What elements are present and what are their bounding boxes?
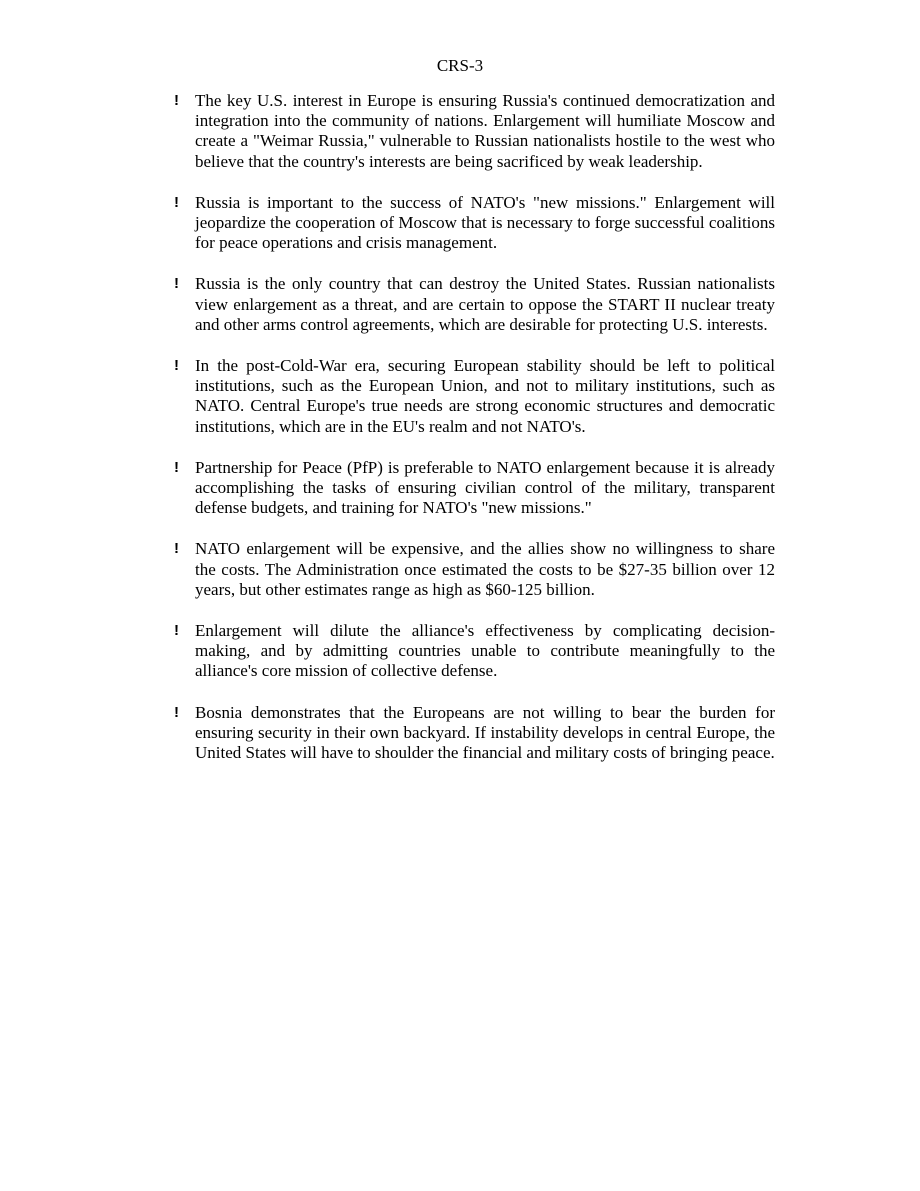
- bullet-text: Partnership for Peace (PfP) is preferable to NATO enlargement because it is already accomplishing the tasks of ensuring civilian control of the military, transparent defense budgets, and training for NATO's "new missions.": [195, 457, 775, 518]
- exclamation-bullet-icon: !: [174, 703, 179, 721]
- bullet-text: Russia is the only country that can destroy the United States. Russian nationalists view enlargement as a threat, and are certain to oppose the START II nuclear treaty and other arms control agreements, which are desirable for protecting U.S. interests.: [195, 274, 775, 334]
- bullet-item-8: [172, 703, 775, 764]
- exclamation-bullet-icon: !: [174, 622, 179, 640]
- exclamation-bullet-icon: !: [174, 275, 179, 293]
- bullet-item-1: [172, 91, 775, 172]
- bullet-item-6: [172, 539, 775, 600]
- exclamation-bullet-icon: !: [174, 540, 179, 558]
- bullet-text: Russia is important to the success of NATO's "new missions." Enlargement will jeopardize the cooperation of Moscow that is necessary to forge successful coalitions for peace operations and crisis management.: [195, 192, 775, 253]
- exclamation-bullet-icon: !: [174, 458, 179, 476]
- bullet-list: [172, 91, 775, 784]
- bullet-item-7: [172, 621, 775, 682]
- bullet-text: NATO enlargement will be expensive, and the allies show no willingness to share the costs. The Administration once estimated the costs to be $27-35 billion over 12 years, but other estimates range as high as $60-125 billion.: [195, 539, 775, 599]
- bullet-text: In the post-Cold-War era, securing European stability should be left to political institutions, such as the European Union, and not to military institutions, such as NATO. Central Europe's true needs are strong economic structures and democratic institutions, which are in the EU's realm and not NATO's.: [195, 356, 775, 436]
- exclamation-bullet-icon: !: [174, 193, 179, 211]
- bullet-text: Enlargement will dilute the alliance's effectiveness by complicating decision-making, and by admitting countries unable to contribute meaningfully to the alliance's core mission of collective defense.: [195, 621, 775, 681]
- page-header: CRS-3: [436, 56, 484, 75]
- exclamation-bullet-icon: !: [174, 357, 179, 375]
- bullet-item-2: [172, 193, 775, 254]
- bullet-item-4: [172, 356, 775, 437]
- bullet-item-3: [172, 274, 775, 335]
- bullet-item-5: [172, 458, 775, 519]
- bullet-text: The key U.S. interest in Europe is ensuring Russia's continued democratization and integration into the community of nations. Enlargement will humiliate Moscow and create a "Weimar Russia," vulnerable to Russian nationalists hostile to the west who believe that the country's interests are being sacrificed by weak leadership.: [195, 91, 775, 171]
- bullet-text: Bosnia demonstrates that the Europeans are not willing to bear the burden for ensuring security in their own backyard. If instability develops in central Europe, the United States will have to shoulder the financial and military costs of bringing peace.: [195, 702, 775, 763]
- exclamation-bullet-icon: !: [174, 92, 179, 109]
